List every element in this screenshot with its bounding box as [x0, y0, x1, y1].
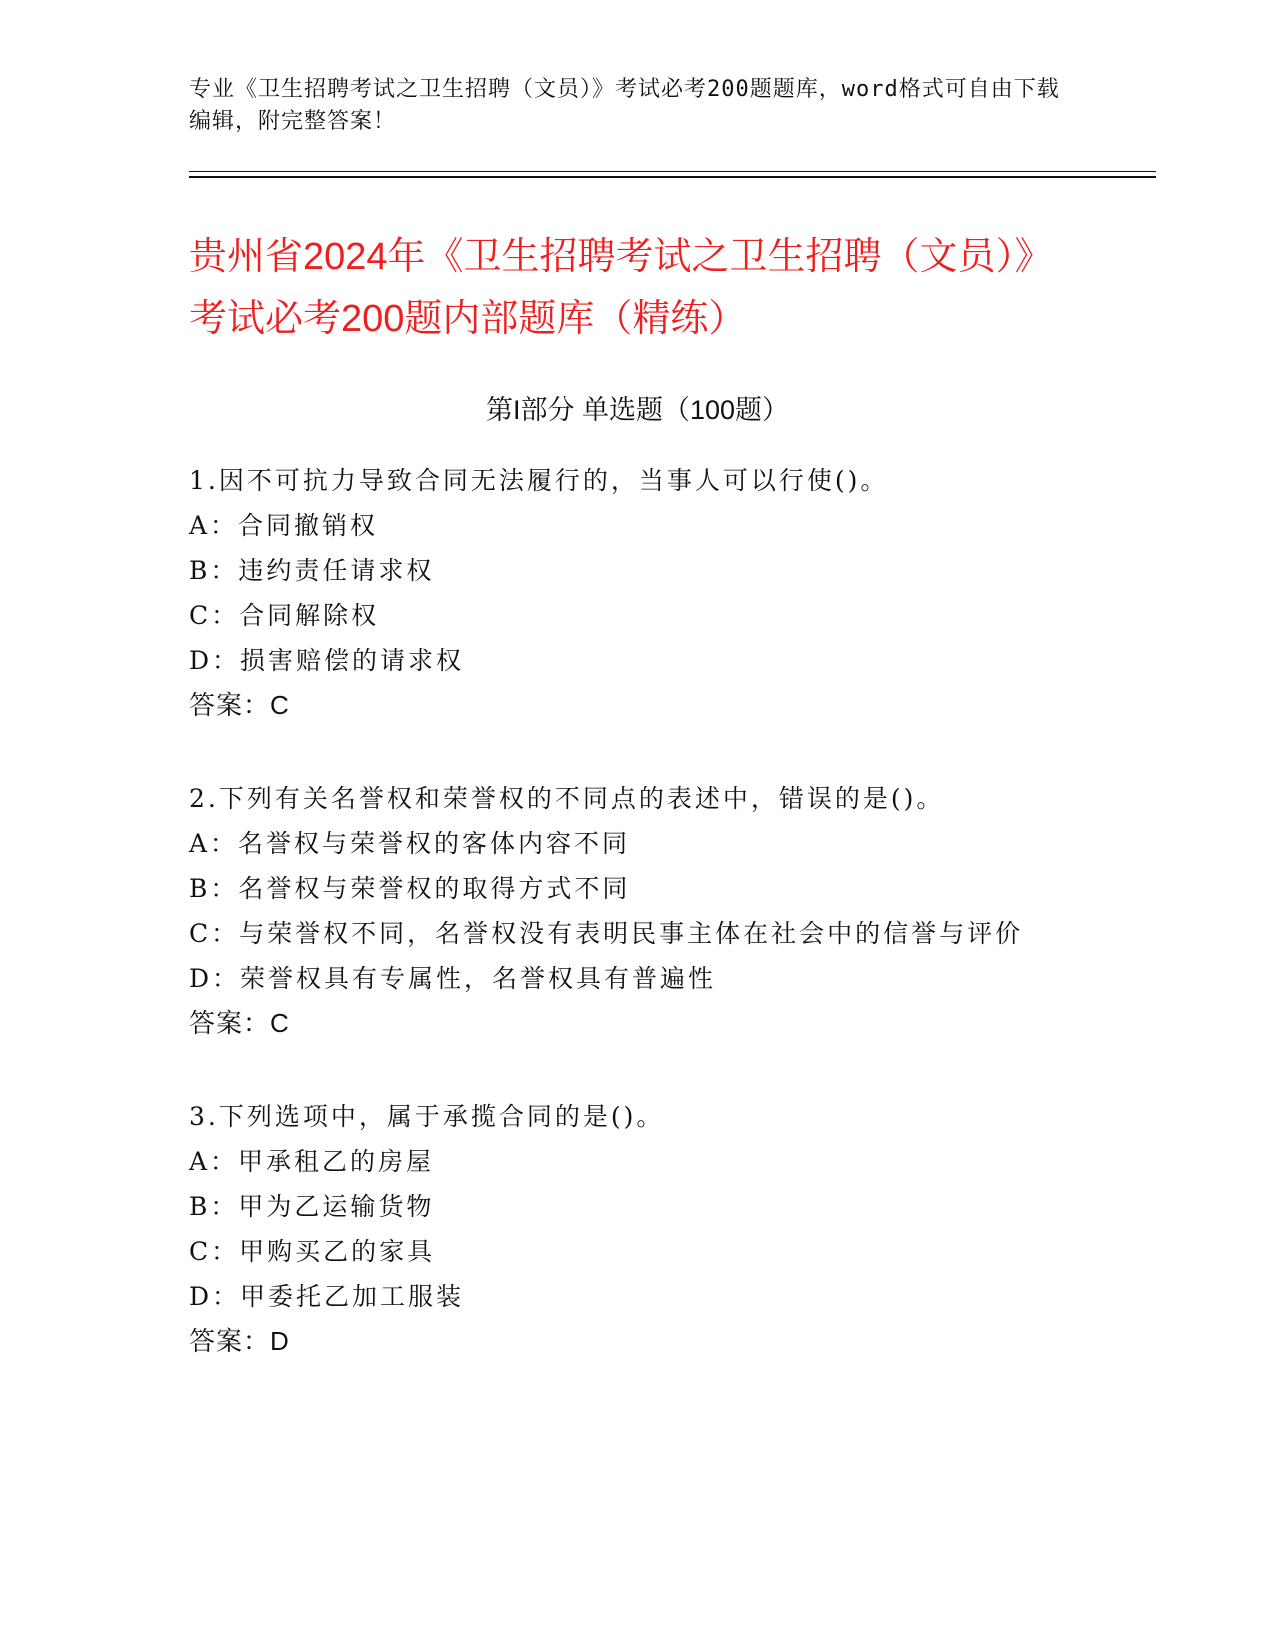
option-b: B：名誉权与荣誉权的取得方式不同	[189, 874, 631, 903]
option-b: B：甲为乙运输货物	[189, 1192, 435, 1221]
document-title: 贵州省2024年《卫生招聘考试之卫生招聘（文员）》考试必考200题内部题库（精练）	[189, 236, 1053, 340]
section-heading: 第I部分 单选题（100题）	[485, 395, 790, 425]
option-d: D：荣誉权具有专属性，名誉权具有普遍性	[189, 964, 717, 993]
header-note: 专业《卫生招聘考试之卫生招聘（文员）》考试必考200题题库，word格式可自由下载编辑，附完整答案！	[189, 77, 1060, 134]
answer: 答案：C	[189, 690, 290, 720]
option-c: C：合同解除权	[189, 601, 380, 630]
option-a: A：名誉权与荣誉权的客体内容不同	[189, 829, 631, 858]
option-b: B：违约责任请求权	[189, 556, 435, 585]
header-divider-thin	[189, 171, 1156, 172]
question-text: 3.下列选项中，属于承揽合同的是()。	[189, 1102, 665, 1131]
header-divider-thick	[189, 176, 1156, 178]
option-c: C：甲购买乙的家具	[189, 1237, 436, 1266]
option-d: D：甲委托乙加工服装	[189, 1282, 465, 1311]
answer: 答案：C	[189, 1008, 290, 1038]
answer: 答案：D	[189, 1326, 290, 1356]
question-1	[189, 458, 1089, 728]
question-3	[189, 1094, 1089, 1364]
question-2	[189, 776, 1089, 1046]
question-text: 1.因不可抗力导致合同无法履行的，当事人可以行使()。	[189, 466, 889, 495]
option-a: A：合同撤销权	[189, 511, 379, 540]
option-d: D：损害赔偿的请求权	[189, 646, 465, 675]
option-c: C：与荣誉权不同，名誉权没有表明民事主体在社会中的信誉与评价	[189, 919, 1024, 948]
option-a: A：甲承租乙的房屋	[189, 1147, 435, 1176]
question-text: 2.下列有关名誉权和荣誉权的不同点的表述中，错误的是()。	[189, 784, 945, 813]
